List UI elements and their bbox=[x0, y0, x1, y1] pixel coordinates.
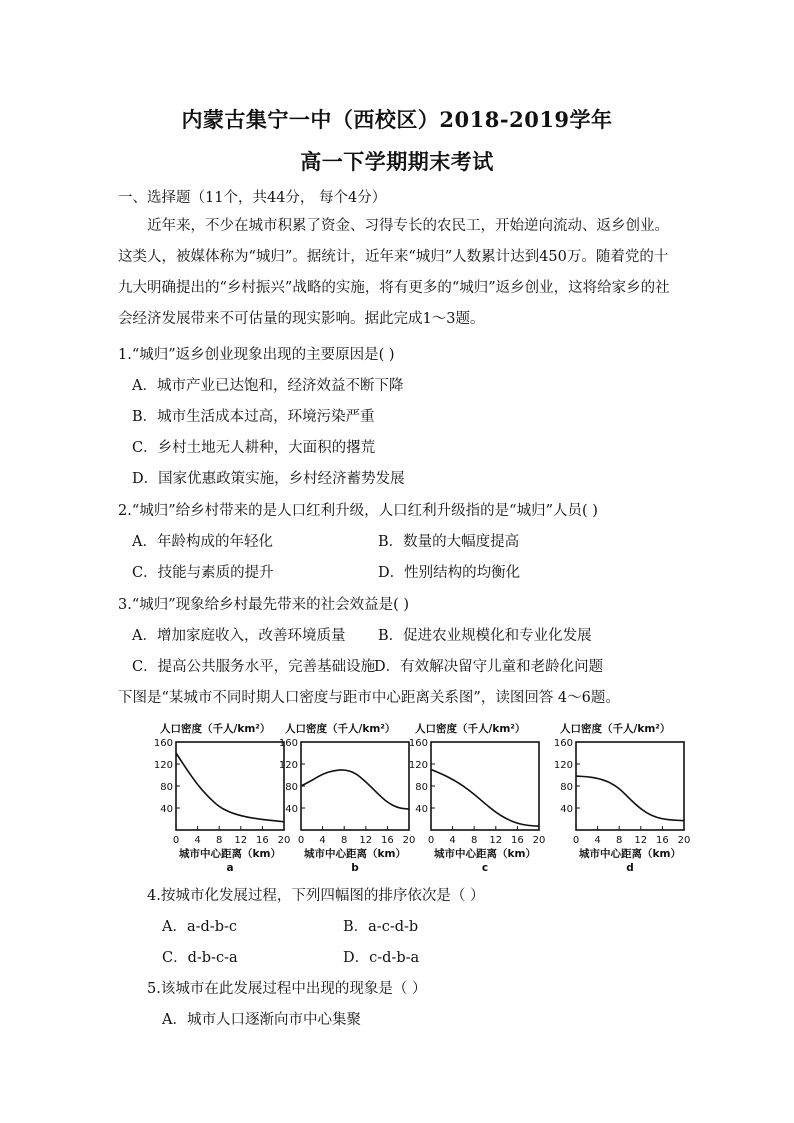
question-3-option-a: A．增加家庭收入，改善环境质量 bbox=[132, 628, 346, 644]
question-2-option-c: C．技能与素质的提升 bbox=[132, 565, 274, 581]
chart-d-density-line bbox=[576, 776, 684, 821]
question-5-stem: 5.该城市在此发展过程中出现的现象是（ ） bbox=[147, 981, 427, 997]
question-4-option-a: A．a-d-b-c bbox=[162, 919, 237, 935]
population-density-charts bbox=[140, 714, 700, 874]
chart-a-ytick-label-160: 160 bbox=[153, 738, 173, 749]
chart-d-ylabel: 人口密度（千人/km²） bbox=[560, 723, 671, 735]
chart-b-xtick-label-8: 8 bbox=[341, 835, 348, 846]
chart-b-ylabel: 人口密度（千人/km²） bbox=[285, 723, 396, 735]
chart-d-ytick-label-120: 120 bbox=[553, 760, 573, 771]
chart-c-ytick-label-120: 120 bbox=[408, 760, 428, 771]
chart-a-xtick-label-12: 12 bbox=[234, 835, 248, 846]
exam-title-line1: 内蒙古集宁一中（西校区）2018-2019学年 bbox=[181, 107, 613, 132]
chart-a-xtick-label-16: 16 bbox=[256, 835, 269, 846]
chart-a-ytick-label-40: 40 bbox=[160, 804, 173, 815]
chart-a-xtick-label-8: 8 bbox=[216, 835, 223, 846]
chart-b-xtick-label-4: 4 bbox=[319, 835, 326, 846]
chart-a-xlabel: 城市中心距离（km） bbox=[179, 848, 281, 860]
question-1-option-b: B．城市生活成本过高，环境污染严重 bbox=[132, 409, 375, 425]
chart-a-letter: a bbox=[226, 862, 234, 874]
question-5-option-a: A．城市人口逐渐向市中心集聚 bbox=[162, 1012, 361, 1028]
chart-b-xtick-label-16: 16 bbox=[381, 835, 394, 846]
chart-a-frame bbox=[176, 742, 284, 830]
chart-a-ytick-label-80: 80 bbox=[160, 782, 173, 793]
chart-b-ytick-label-40: 40 bbox=[285, 804, 298, 815]
chart-d-letter: d bbox=[626, 862, 634, 874]
passage-paragraph: 近年来，不少在城市积累了资金、习得专长的农民工，开始逆向流动、返乡创业。这类人，被媒体称为“城归”。据统计，近年来“城归”人数累计达到450万。随着党的十九大明确提出的“乡村振兴”战略的实施，将有更多的“城归”返乡创业，这将给家乡的社会经济发展带来不可估量的现实影响。据此完成1～3题。 bbox=[118, 218, 670, 327]
chart-d-xtick-label-12: 12 bbox=[634, 835, 648, 846]
chart-c bbox=[409, 722, 545, 874]
chart-a-xtick-label-4: 4 bbox=[194, 835, 201, 846]
chart-a-xtick-label-0: 0 bbox=[172, 835, 180, 846]
question-1-option-a: A．城市产业已达饱和，经济效益不断下降 bbox=[132, 378, 404, 394]
chart-c-xtick-label-12: 12 bbox=[489, 835, 503, 846]
chart-c-xlabel: 城市中心距离（km） bbox=[434, 848, 536, 860]
chart-b-xtick-label-20: 20 bbox=[402, 835, 416, 846]
chart-c-letter: c bbox=[481, 862, 489, 874]
chart-d-ytick-label-80: 80 bbox=[560, 782, 573, 793]
question-1-option-d: D．国家优惠政策实施，乡村经济蓄势发展 bbox=[132, 471, 405, 487]
chart-a-ytick-label-120: 120 bbox=[153, 760, 173, 771]
chart-d-xtick-label-8: 8 bbox=[616, 835, 623, 846]
chart-b-frame bbox=[301, 742, 409, 830]
question-3-stem: 3.“城归”现象给乡村最先带来的社会效益是( ) bbox=[118, 597, 410, 613]
chart-c-ytick-label-80: 80 bbox=[415, 782, 428, 793]
chart-c-density-line bbox=[431, 770, 539, 827]
question-3-option-c: C．提高公共服务水平，完善基础设施 bbox=[132, 659, 376, 675]
chart-d-ytick-label-160: 160 bbox=[553, 738, 573, 749]
chart-b-ytick-label-80: 80 bbox=[285, 782, 298, 793]
chart-d bbox=[554, 722, 690, 874]
question-4-option-c: C．d-b-c-a bbox=[162, 950, 238, 966]
chart-a-ylabel: 人口密度（千人/km²） bbox=[160, 723, 271, 735]
exam-title-line2: 高一下学期期末考试 bbox=[300, 149, 494, 174]
question-4-option-d: D．c-d-b-a bbox=[343, 950, 420, 966]
chart-b-xtick-label-0: 0 bbox=[297, 835, 305, 846]
question-1-stem: 1.“城归”返乡创业现象出现的主要原因是( ) bbox=[118, 347, 395, 363]
question-3-option-b: B．促进农业规模化和专业化发展 bbox=[378, 628, 592, 644]
chart-d-frame bbox=[576, 742, 684, 830]
chart-c-frame bbox=[431, 742, 539, 830]
chart-b-letter: b bbox=[351, 862, 359, 874]
chart-b-xtick-label-12: 12 bbox=[359, 835, 373, 846]
question-1-option-c: C．乡村土地无人耕种，大面积的撂荒 bbox=[132, 440, 376, 456]
charts-svg bbox=[140, 714, 700, 874]
chart-c-ytick-label-160: 160 bbox=[408, 738, 428, 749]
chart-d-xlabel: 城市中心距离（km） bbox=[579, 848, 681, 860]
question-2-option-d: D．性别结构的均衡化 bbox=[378, 565, 521, 581]
question-2-stem: 2.“城归”给乡村带来的是人口红利升级，人口红利升级指的是“城归”人员( ) bbox=[118, 503, 598, 519]
question-2-option-a: A．年龄构成的年轻化 bbox=[132, 534, 273, 550]
figure-intro: 下图是“某城市不同时期人口密度与距市中心距离关系图”，读图回答 4～6题。 bbox=[118, 690, 620, 706]
chart-a bbox=[154, 722, 290, 874]
chart-c-xtick-label-20: 20 bbox=[532, 835, 546, 846]
chart-b-density-line bbox=[301, 770, 409, 809]
chart-b-xlabel: 城市中心距离（km） bbox=[304, 848, 406, 860]
section-heading: 一、选择题（11个，共44分， 每个4分） bbox=[118, 190, 387, 206]
question-4-stem: 4.按城市化发展过程，下列四幅图的排序依次是（ ） bbox=[147, 888, 485, 904]
chart-c-xtick-label-4: 4 bbox=[449, 835, 456, 846]
chart-d-xtick-label-4: 4 bbox=[594, 835, 601, 846]
question-3-option-d: D．有效解决留守儿童和老龄化问题 bbox=[374, 659, 604, 675]
chart-b-ytick-label-120: 120 bbox=[278, 760, 298, 771]
chart-d-xtick-label-0: 0 bbox=[572, 835, 580, 846]
chart-c-xtick-label-8: 8 bbox=[471, 835, 478, 846]
chart-c-xtick-label-0: 0 bbox=[427, 835, 435, 846]
chart-d-xtick-label-16: 16 bbox=[656, 835, 669, 846]
chart-c-ytick-label-40: 40 bbox=[415, 804, 428, 815]
chart-b-ytick-label-160: 160 bbox=[278, 738, 298, 749]
question-2-option-b: B．数量的大幅度提高 bbox=[378, 534, 520, 550]
chart-a-xtick-label-20: 20 bbox=[277, 835, 291, 846]
chart-c-xtick-label-16: 16 bbox=[511, 835, 524, 846]
chart-b bbox=[279, 722, 415, 874]
chart-c-ylabel: 人口密度（千人/km²） bbox=[415, 723, 526, 735]
question-4-option-b: B．a-c-d-b bbox=[343, 919, 419, 935]
chart-d-ytick-label-40: 40 bbox=[560, 804, 573, 815]
chart-d-xtick-label-20: 20 bbox=[677, 835, 691, 846]
chart-a-density-line bbox=[176, 753, 284, 822]
